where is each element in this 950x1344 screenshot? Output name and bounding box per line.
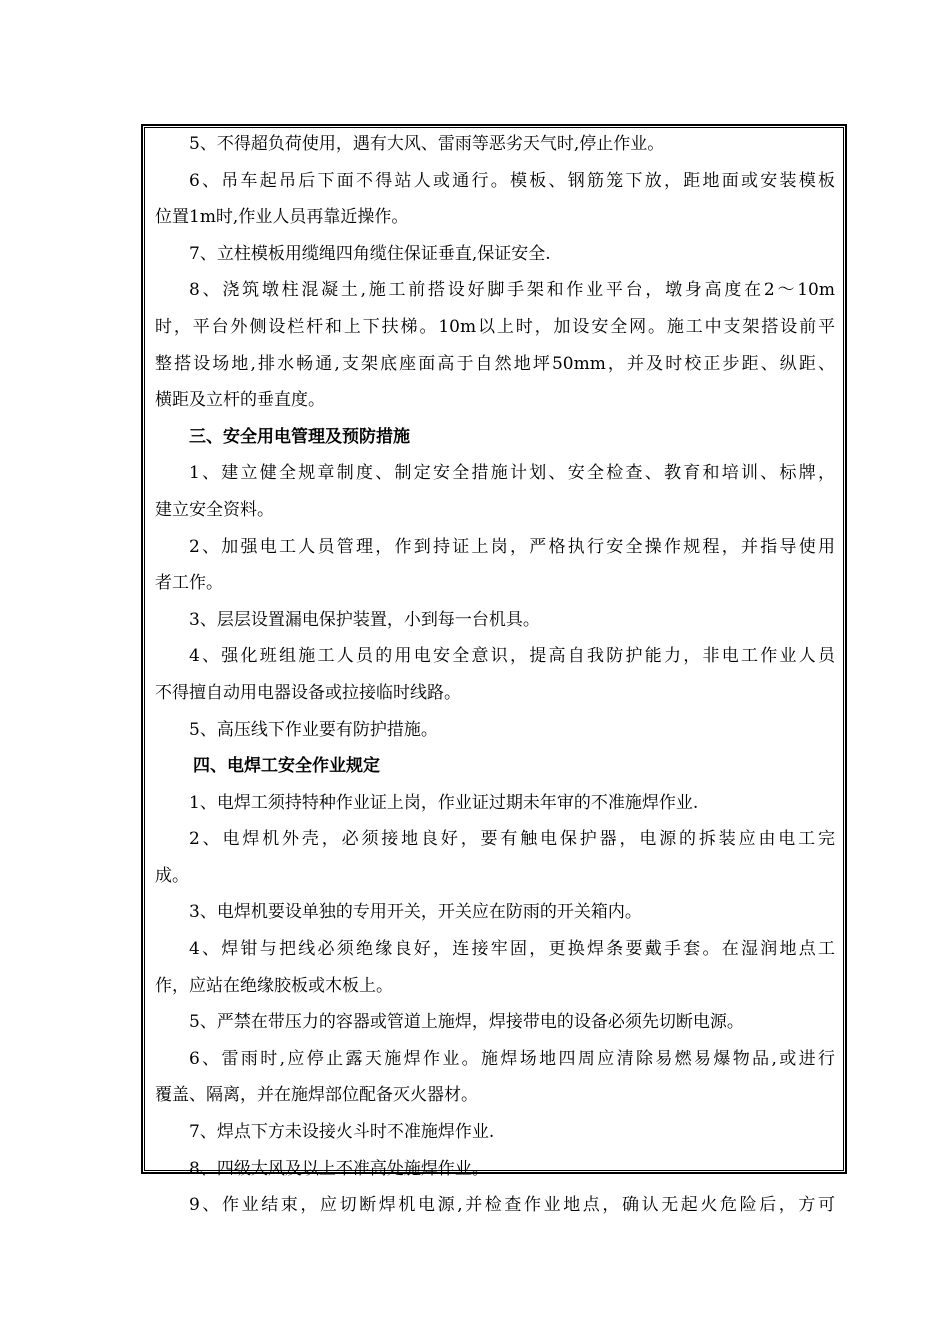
text-line: 1、电焊工须持特种作业证上岗，作业证过期未年审的不准施焊作业. xyxy=(189,792,699,813)
text-line: 8、四级大风及以上不准高处施焊作业。 xyxy=(189,1158,489,1179)
text-line: 作，应站在绝缘胶板或木板上。 xyxy=(155,975,393,996)
text-line: 1、建立健全规章制度、制定安全措施计划、安全检查、教育和培训、标牌， xyxy=(189,463,835,484)
text-line: 横距及立杆的垂直度。 xyxy=(155,390,325,411)
text-line: 9、作业结束，应切断焊机电源,并检查作业地点，确认无起火危险后，方可 xyxy=(189,1195,835,1216)
text-line: 者工作。 xyxy=(155,573,223,594)
document-body xyxy=(155,126,835,1224)
text-line: 成。 xyxy=(155,865,189,886)
text-line: 位置1m时,作业人员再靠近操作。 xyxy=(155,207,409,228)
text-line: 建立安全资料。 xyxy=(155,499,274,520)
text-line: 4、强化班组施工人员的用电安全意识，提高自我防护能力，非电工作业人员 xyxy=(189,646,835,667)
text-line: 时，平台外侧设栏杆和上下扶梯。10m以上时，加设安全网。施工中支架搭设前平 xyxy=(155,316,835,337)
text-line: 2、加强电工人员管理，作到持证上岗，严格执行安全操作规程，并指导使用 xyxy=(189,536,835,557)
text-line: 5、高压线下作业要有防护措施。 xyxy=(189,719,438,740)
text-line: 4、焊钳与把线必须绝缘良好，连接牢固，更换焊条要戴手套。在湿润地点工 xyxy=(189,939,835,960)
text-line: 覆盖、隔离，并在施焊部位配备灭火器材。 xyxy=(155,1085,478,1106)
text-line: 3、层层设置漏电保护装置，小到每一台机具。 xyxy=(189,609,540,630)
text-line: 6、雷雨时,应停止露天施焊作业。施焊场地四周应清除易燃易爆物品,或进行 xyxy=(189,1048,835,1069)
section-heading: 四、电焊工安全作业规定 xyxy=(193,756,380,777)
text-line: 不得擅自动用电器设备或拉接临时线路。 xyxy=(155,682,461,703)
text-line: 整搭设场地,排水畅通,支架底座面高于自然地坪50mm，并及时校正步距、纵距、 xyxy=(155,353,835,374)
text-line: 6、吊车起吊后下面不得站人或通行。模板、钢筋笼下放，距地面或安装模板 xyxy=(189,170,835,191)
text-line: 3、电焊机要设单独的专用开关，开关应在防雨的开关箱内。 xyxy=(189,902,642,923)
text-line: 7、焊点下方未设接火斗时不准施焊作业. xyxy=(189,1122,495,1143)
section-heading: 三、安全用电管理及预防措施 xyxy=(189,426,410,447)
text-line: 8、浇筑墩柱混凝土,施工前搭设好脚手架和作业平台，墩身高度在2～10m xyxy=(189,280,835,301)
content-frame xyxy=(141,124,847,1216)
text-line: 5、不得超负荷使用，遇有大风、雷雨等恶劣天气时,停止作业。 xyxy=(189,134,665,154)
text-line: 5、严禁在带压力的容器或管道上施焊，焊接带电的设备必须先切断电源。 xyxy=(189,1012,744,1033)
text-line: 2、电焊机外壳，必须接地良好，要有触电保护器，电源的拆装应由电工完 xyxy=(189,829,835,850)
text-line: 7、立柱模板用缆绳四角缆住保证垂直,保证安全. xyxy=(189,243,551,264)
